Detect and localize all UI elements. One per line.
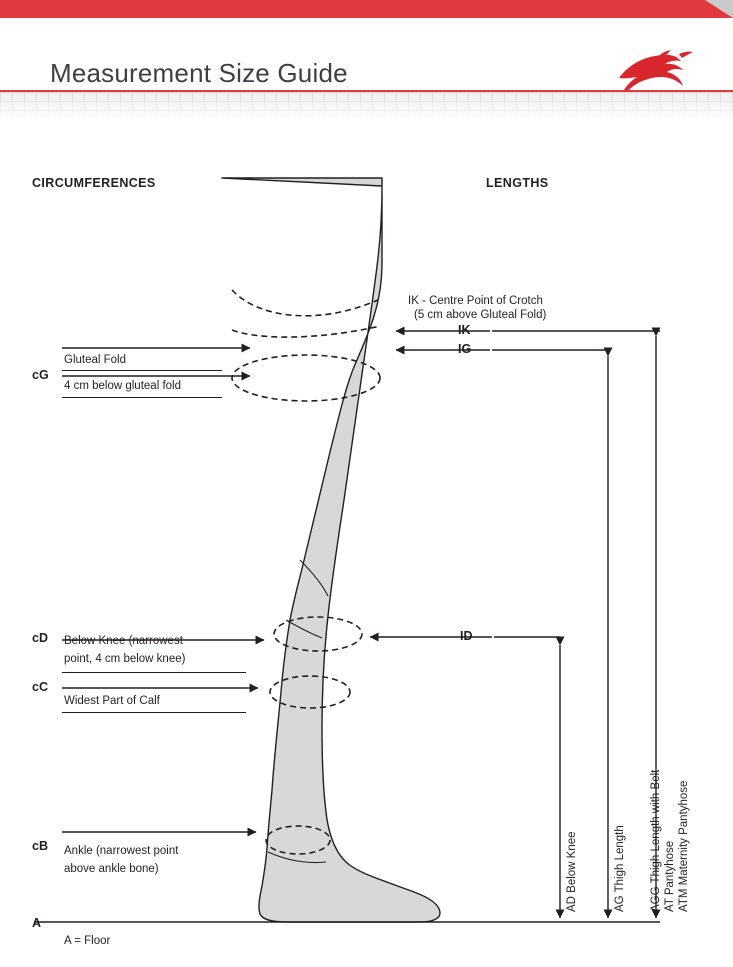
note-crotch-line2: (5 cm above Gluteal Fold)	[414, 309, 547, 321]
divider-calf	[62, 712, 246, 713]
code-ID: ID	[460, 629, 473, 643]
code-IG: IG	[458, 342, 472, 356]
label-gluteal-fold: Gluteal Fold	[64, 354, 127, 366]
code-cC: cC	[32, 680, 48, 694]
page-title: Measurement Size Guide	[50, 58, 348, 88]
vlabel-at-pantyhose: AT Pantyhose	[664, 840, 676, 912]
vlabel-agg-thigh-length-belt: AGG Thigh Length with Belt	[650, 769, 662, 912]
label-below-gluteal-fold: 4 cm below gluteal fold	[64, 380, 181, 392]
code-cG: cG	[32, 368, 49, 382]
label-floor: A = Floor	[64, 935, 111, 947]
section-heading-lengths: LENGTHS	[486, 176, 549, 190]
label-ankle-1: Ankle (narrowest point	[64, 845, 179, 857]
label-widest-calf: Widest Part of Calf	[64, 695, 160, 707]
label-ankle-2: above ankle bone)	[64, 863, 159, 875]
code-cB: cB	[32, 839, 48, 853]
vlabel-atm-maternity-pantyhose: ATM Maternity Pantyhose	[678, 780, 690, 912]
label-below-knee-2: point, 4 cm below knee)	[64, 653, 186, 665]
vlabel-ag-thigh-length: AG Thigh Length	[614, 825, 626, 912]
divider-gluteal	[62, 370, 222, 371]
section-heading-circumferences: CIRCUMFERENCES	[32, 176, 156, 190]
code-A: A	[32, 916, 42, 930]
divider-below-gluteal	[62, 397, 222, 398]
code-IK: IK	[458, 323, 471, 337]
label-below-knee-1: Below Knee (narrowest	[64, 635, 183, 647]
divider-below-knee	[62, 672, 246, 673]
vlabel-ad-below-knee: AD Below Knee	[566, 831, 578, 912]
code-cD: cD	[32, 631, 48, 645]
note-crotch-line1: IK - Centre Point of Crotch	[408, 295, 543, 307]
